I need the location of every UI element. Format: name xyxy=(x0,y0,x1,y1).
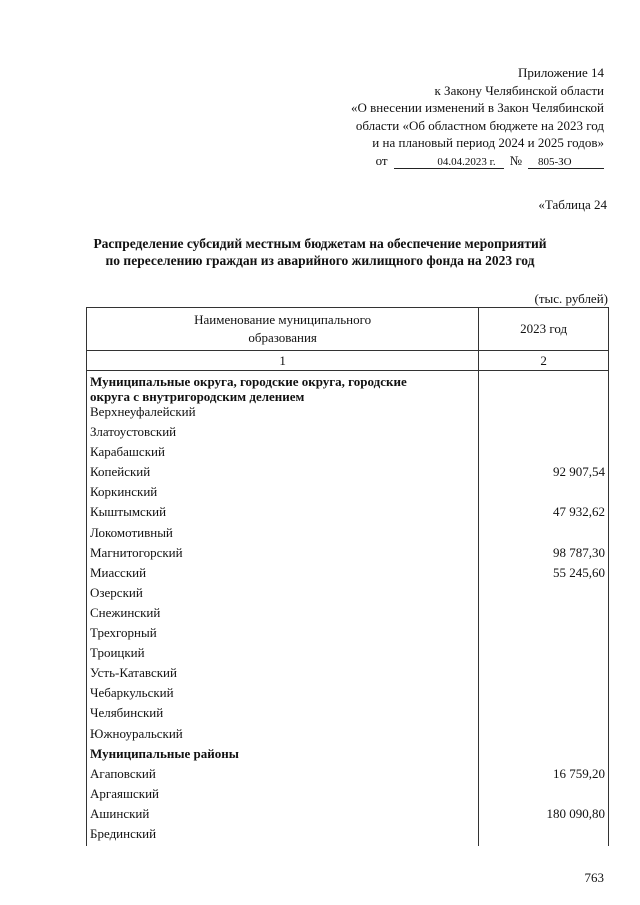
municipality-name: Аргаяшский xyxy=(87,786,479,806)
header-line: образования xyxy=(248,330,317,345)
appendix-line: и на плановый период 2024 и 2025 годов» xyxy=(372,135,604,150)
subsidy-amount: 98 787,30 xyxy=(479,545,609,565)
subsidy-amount xyxy=(479,404,609,424)
municipality-name: Кыштымский xyxy=(87,504,479,524)
municipality-name: Южноуральский xyxy=(87,726,479,746)
subsidy-amount: 55 245,60 xyxy=(479,565,609,585)
subsidy-amount xyxy=(479,444,609,464)
section-header-row xyxy=(87,746,609,766)
subsidy-amount xyxy=(479,685,609,705)
table-row xyxy=(87,585,609,605)
table-row xyxy=(87,625,609,645)
municipality-name: Чебаркульский xyxy=(87,685,479,705)
appendix-line: области «Об областном бюджете на 2023 год xyxy=(355,117,604,133)
subsidy-amount: 16 759,20 xyxy=(479,766,609,786)
subsidy-amount xyxy=(479,585,609,605)
column-number-row xyxy=(87,351,609,371)
table-row xyxy=(87,665,609,685)
municipality-name: Карабашский xyxy=(87,444,479,464)
municipality-name: Трехгорный xyxy=(87,625,479,645)
subsidy-amount xyxy=(479,786,609,806)
municipality-name: Ашинский xyxy=(87,806,479,826)
subsidy-amount xyxy=(479,525,609,545)
subsidy-amount xyxy=(479,726,609,746)
subsidy-amount xyxy=(479,625,609,645)
table-row xyxy=(87,705,609,725)
column-number: 2 xyxy=(479,351,609,371)
subsidy-amount xyxy=(479,605,609,625)
appendix-line: Приложение 14 xyxy=(517,65,604,80)
municipality-name: Копейский xyxy=(87,464,479,484)
municipality-name: Миасский xyxy=(87,565,479,585)
section-title-line: округа с внутригородским делением xyxy=(90,389,305,404)
municipality-name: Усть-Катавский xyxy=(87,665,479,685)
section-title: Муниципальные районы xyxy=(87,746,479,766)
section-title xyxy=(87,371,479,405)
subsidy-amount: 47 932,62 xyxy=(479,504,609,524)
municipality-name: Верхнеуфалейский xyxy=(87,404,479,424)
municipality-name: Локомотивный xyxy=(87,525,479,545)
subsidy-amount xyxy=(479,705,609,725)
law-number: 805-ЗО xyxy=(528,156,604,169)
law-date: 04.04.2023 г. xyxy=(394,156,504,169)
document-title xyxy=(60,235,580,269)
subsidy-amount xyxy=(479,424,609,444)
table-row xyxy=(87,484,609,504)
section-urban-districts xyxy=(87,404,609,746)
section-municipal-districts xyxy=(87,766,609,846)
table-label: «Таблица 24 xyxy=(538,197,607,212)
number-label: № xyxy=(509,152,522,168)
table-row xyxy=(87,444,609,464)
column-number: 1 xyxy=(87,351,479,371)
table-row xyxy=(87,726,609,746)
appendix-line: к Закону Челябинской области xyxy=(434,82,604,98)
subsidy-amount xyxy=(479,484,609,504)
municipality-name: Снежинский xyxy=(87,605,479,625)
table-row xyxy=(87,565,609,585)
subsidy-amount: 180 090,80 xyxy=(479,806,609,826)
municipality-name: Коркинский xyxy=(87,484,479,504)
units-label: (тыс. рублей) xyxy=(534,291,608,306)
header-line: Наименование муниципального xyxy=(194,312,372,327)
table-row xyxy=(87,786,609,806)
column-header-year: 2023 год xyxy=(479,308,609,351)
municipality-name: Златоустовский xyxy=(87,424,479,444)
title-line: по переселению граждан из аварийного жилищного фонда на 2023 год xyxy=(105,253,535,268)
table-row xyxy=(87,424,609,444)
section-title-line: Муниципальные округа, городские округа, городские xyxy=(90,374,407,389)
table-row xyxy=(87,826,609,846)
appendix-line: «О внесении изменений в Закон Челябинской xyxy=(350,100,604,115)
municipality-name: Челябинский xyxy=(87,705,479,725)
column-header-municipality xyxy=(87,308,479,351)
table-row xyxy=(87,504,609,524)
table-row xyxy=(87,525,609,545)
municipality-name: Озерский xyxy=(87,585,479,605)
table-row xyxy=(87,806,609,826)
table-row xyxy=(87,645,609,665)
subsidy-amount xyxy=(479,665,609,685)
municipality-name: Троицкий xyxy=(87,645,479,665)
municipality-name: Магнитогорский xyxy=(87,545,479,565)
table-row xyxy=(87,766,609,786)
table-row xyxy=(87,464,609,484)
subsidy-amount: 92 907,54 xyxy=(479,464,609,484)
table-row xyxy=(87,404,609,424)
table-header-row xyxy=(87,308,609,351)
table-row xyxy=(87,545,609,565)
from-label: от xyxy=(375,152,388,168)
section-header-row xyxy=(87,371,609,405)
page-number: 763 xyxy=(584,870,604,885)
title-line: Распределение субсидий местным бюджетам на обеспечение мероприятий xyxy=(93,236,547,251)
table-row xyxy=(87,685,609,705)
table-row xyxy=(87,605,609,625)
subsidy-amount xyxy=(479,826,609,846)
appendix-header xyxy=(351,64,604,169)
municipality-name: Агаповский xyxy=(87,766,479,786)
law-reference-line xyxy=(351,152,604,170)
municipality-name: Брединский xyxy=(87,826,479,846)
subsidy-table xyxy=(86,307,609,846)
subsidy-amount xyxy=(479,645,609,665)
